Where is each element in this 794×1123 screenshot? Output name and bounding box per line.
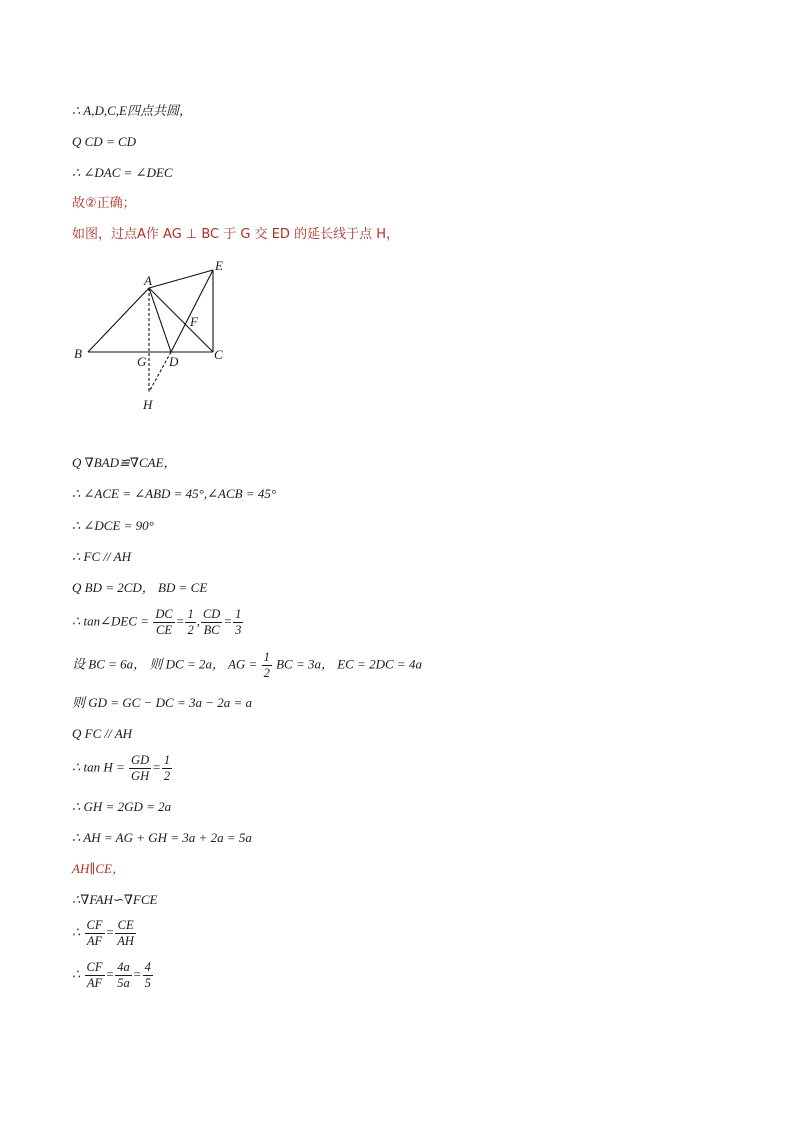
- line-concyclic: ∴ A,D,C,E四点共圆，: [72, 103, 192, 118]
- line-conclusion-two: 故②正确；: [72, 196, 136, 211]
- label-a: A: [144, 273, 152, 288]
- fraction-one-half-2: $\frac{1}{2}$: [163, 753, 171, 783]
- line-similar-triangles: ∴∇FAH∽∇FCE: [72, 892, 158, 907]
- fraction-cd-bc: $\frac{CD}{BC}$: [202, 607, 221, 637]
- line-bd-ce: Q BD = 2CD， BD = CE: [72, 580, 208, 595]
- line-fc-parallel-ah: ∴ FC // AH: [72, 549, 131, 564]
- fraction-dc-ce: $\frac{DC}{CE}$: [155, 607, 173, 637]
- fraction-one-half: $\frac{1}{2}$: [187, 607, 194, 637]
- line-angle-dce: ∴ ∠DCE = 90°: [72, 518, 154, 533]
- segment-ab: [88, 288, 149, 352]
- line-ah-value: ∴ AH = AG + GH = 3a + 2a = 5a: [72, 830, 252, 845]
- segment-dh-dashed: [149, 352, 171, 392]
- label-h: H: [143, 397, 153, 412]
- fraction-one-third: $\frac{1}{3}$: [235, 607, 242, 637]
- fraction-ce-ah: $\frac{CE}{AH}$: [117, 918, 134, 948]
- segment-ad: [149, 288, 171, 352]
- line-gh-value: ∴ GH = 2GD = 2a: [72, 799, 172, 814]
- line-because-cd: Q CD = CD: [72, 134, 137, 149]
- label-e: E: [215, 258, 223, 273]
- line-because-fc-ah: Q FC // AH: [72, 726, 133, 741]
- line-let-bc: 设 BC = 6a， 则 DC = 2a， AG = $\frac{1}{2}$ BC = 3a， EC = 2DC = 4a: [72, 650, 422, 680]
- segment-ed: [171, 270, 213, 352]
- line-construction: 如图，过点A作 AG ⊥ BC 于 G 交 ED 的延长线于点 H，: [72, 227, 399, 242]
- line-gd-value: 则 GD = GC − DC = 3a − 2a = a: [72, 695, 253, 710]
- fraction-four-fifths: $\frac{4}{5}$: [144, 960, 151, 990]
- line-tan-dec: ∴ tan∠DEC = $\frac{DC}{CE}$ = $\frac{1}{2}$ , $\frac{CD}{BC}$ = $\frac{1}{3}$: [72, 607, 242, 637]
- line-angle-dac-dec: ∴ ∠DAC = ∠DEC: [72, 165, 173, 180]
- fraction-4a-5a: $\frac{4a}{5a}$: [117, 960, 130, 990]
- segment-ac: [149, 288, 213, 352]
- label-b: B: [74, 346, 82, 361]
- label-f: F: [190, 314, 198, 329]
- line-congruent: Q ∇BAD≌∇CAE，: [72, 455, 177, 470]
- label-c: C: [214, 347, 223, 362]
- line-angles-45: ∴ ∠ACE = ∠ABD = 45°,∠ACB = 45°: [72, 486, 277, 501]
- line-ratio-cf-af: ∴ $\frac{CF}{AF}$ = $\frac{CE}{AH}$: [72, 918, 134, 948]
- fraction-cf-af-2: $\frac{CF}{AF}$: [86, 960, 103, 990]
- fraction-gd-gh: $\frac{GD}{GH}$: [131, 753, 150, 783]
- label-g: G: [137, 354, 147, 369]
- segment-ae: [149, 270, 213, 288]
- fraction-half-bc: $\frac{1}{2}$: [263, 650, 270, 680]
- line-ah-parallel-ce: AH∥CE，: [72, 861, 125, 876]
- label-d: D: [169, 354, 179, 369]
- geometry-figure: [66, 252, 246, 422]
- fraction-cf-af: $\frac{CF}{AF}$: [86, 918, 103, 948]
- line-ratio-result: ∴ $\frac{CF}{AF}$ = $\frac{4a}{5a}$ = $\frac{4}{5}$: [72, 960, 151, 990]
- line-tan-h: ∴ tan H = $\frac{GD}{GH}$ = $\frac{1}{2}$: [72, 753, 171, 783]
